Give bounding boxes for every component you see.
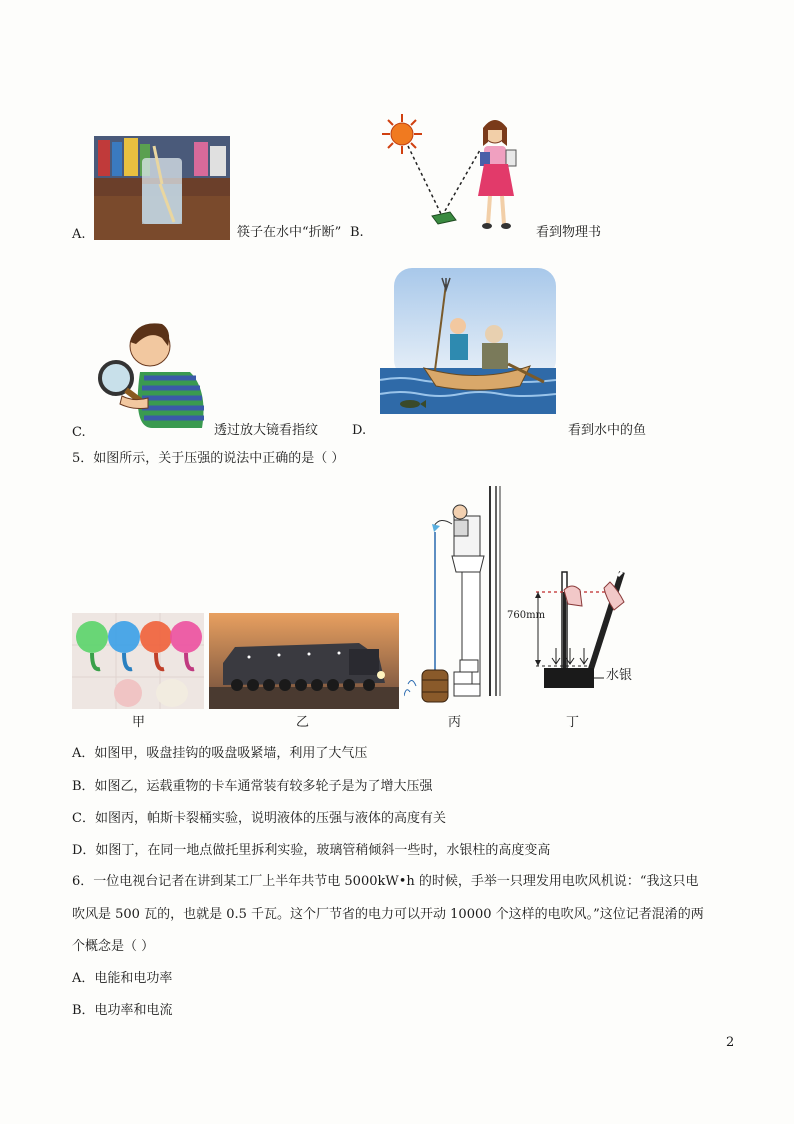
torricelli-height-label: 760mm xyxy=(507,610,546,621)
q6-stem-line-2: 吹风是 500 瓦的，也就是 0.5 千瓦。这个厂节省的电力可以开动 10000 个这样的电吹风。”这位记者混淆的两 xyxy=(72,907,704,922)
pascal-barrel-illustration xyxy=(404,486,504,710)
figure-label-bing: 丙 xyxy=(448,715,462,730)
heavy-truck-photo xyxy=(209,613,399,709)
q4-option-b-caption: 看到物理书 xyxy=(536,225,602,240)
q6-stem-line-1: 6．一位电视台记者在讲到某工厂上半年共节电 5000kW•h 的时候，手举一只理发用电吹风机说：“我这只电 xyxy=(72,874,699,889)
q6-option-a: A．电能和电功率 xyxy=(72,971,173,986)
q4-option-b-letter: B. xyxy=(350,225,364,240)
page-number: 2 xyxy=(726,1035,735,1050)
q5-stem: 5．如图所示，关于压强的说法中正确的是（ ） xyxy=(72,451,345,466)
q4-option-a-letter: A. xyxy=(72,227,86,242)
q4-option-d-letter: D. xyxy=(352,423,367,438)
figure-label-ding: 丁 xyxy=(566,715,580,730)
q5-option-c: C．如图丙，帕斯卡裂桶实验，说明液体的压强与液体的高度有关 xyxy=(72,811,446,826)
magnifier-illustration xyxy=(92,316,212,428)
chopstick-photo xyxy=(94,136,230,240)
q5-option-d: D．如图丁，在同一地点做托里拆利实验，玻璃管稍倾斜一些时，水银柱的高度变高 xyxy=(72,843,551,858)
q6-option-b: B．电功率和电流 xyxy=(72,1003,173,1018)
q4-option-d-caption: 看到水中的鱼 xyxy=(568,423,647,438)
figure-label-jia: 甲 xyxy=(132,715,146,730)
reflection-illustration xyxy=(380,112,530,236)
q6-stem-line-3: 个概念是（ ） xyxy=(72,939,155,954)
q4-option-c-caption: 透过放大镜看指纹 xyxy=(214,423,319,438)
q4-option-a-caption: 筷子在水中“折断” xyxy=(237,225,342,240)
figure-label-yi: 乙 xyxy=(296,715,310,730)
q5-option-b: B．如图乙，运载重物的卡车通常装有较多轮子是为了增大压强 xyxy=(72,779,433,794)
q4-option-c-letter: C. xyxy=(72,425,86,440)
suction-hooks-photo xyxy=(72,613,204,709)
torricelli-mercury-label: 水银 xyxy=(606,668,633,683)
fish-boat-illustration xyxy=(380,268,556,414)
q5-option-a: A．如图甲，吸盘挂钩的吸盘吸紧墙，利用了大气压 xyxy=(72,746,368,761)
